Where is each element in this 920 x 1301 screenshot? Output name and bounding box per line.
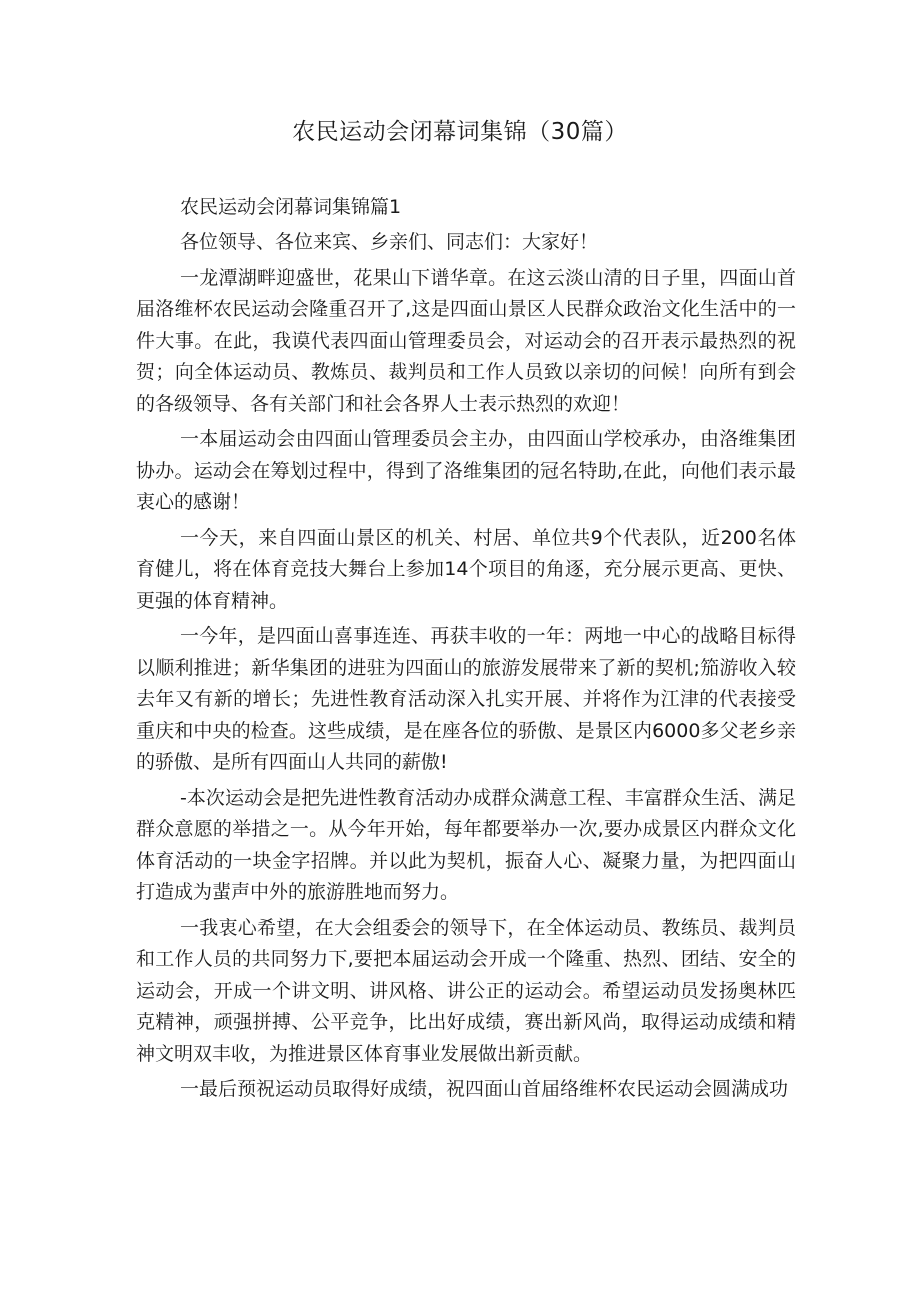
- section-heading: 农民运动会闭幕词集锦篇1: [180, 196, 402, 218]
- paragraph-participants: 一今天，来自四面山景区的机关、村居、单位共9个代表队，近200名体育健儿，将在体育竞技大舞台上参加14个项目的角逐，充分展示更高、更快、更强的体育精神。: [136, 526, 796, 612]
- paragraph-organizers: 一本届运动会由四面山管理委员会主办，由四面山学校承办，由洛维集团协办。运动会在筹划过程中，得到了洛维集团的冠名特助,在此，向他们表示最衷心的感谢！: [136, 428, 796, 513]
- paragraph-closing: 一最后预祝运动员取得好成绩，祝四面山首届络维杯农民运动会圆满成功: [180, 1078, 789, 1100]
- paragraph-hopes: 一我衷心希望，在大会组委会的领导下，在全体运动员、教练员、裁判员和工作人员的共同努力下,要把本届运动会开成一个隆重、热烈、团结、安全的运动会，开成一个讲文明、讲风格、讲公正的运动会。希望运动员发扬奥林匹克精神，顽强拼搏、公平竞争，比出好成绩，赛出新风尚，取得运动成绩和精神文明双丰收，为推进景区体育事业发展做出新贡献。: [136, 916, 796, 1065]
- document-body: [136, 192, 796, 1106]
- paragraph-purpose: -本次运动会是把先进性教育活动办成群众满意工程、丰富群众生活、满足群众意愿的举措之一。从今年开始，每年都要举办一次,要办成景区内群众文化体育活动的一块金字招牌。并以此为契机，振奋人心、凝聚力量，为把四面山打造成为蜚声中外的旅游胜地而努力。: [136, 786, 796, 903]
- document-title: 农民运动会闭幕词集锦（30篇）: [292, 119, 628, 145]
- paragraph-greeting: 各位领导、各位来宾、乡亲们、同志们：大家好！: [180, 231, 599, 253]
- paragraph-achievements: 一今年，是四面山喜事连连、再获丰收的一年：两地一中心的战略目标得以顺利推进；新华集团的进驻为四面山的旅游发展带来了新的契机;笳游收入较去年又有新的增长；先进性教育活动深入扎实开展、并将作为江津的代表接受重庆和中央的检查。这些成绩，是在座各位的骄傲、是景区内6000多父老乡亲的骄傲、是所有四面山人共同的薪傲!: [136, 625, 796, 773]
- paragraph-opening: 一龙潭湖畔迎盛世，花果山下谱华章。在这云淡山清的日子里，四面山首届洛维杯农民运动会隆重召开了,这是四面山景区人民群众政治文化生活中的一件大事。在此，我谟代表四面山管理委员会，对运动会的召开表示最热烈的祝贺；向全体运动员、教炼员、裁判员和工作人员致以亲切的问候！向所有到会的各级领导、各有关部门和社会各界人士表示热烈的欢迎！: [136, 266, 796, 415]
